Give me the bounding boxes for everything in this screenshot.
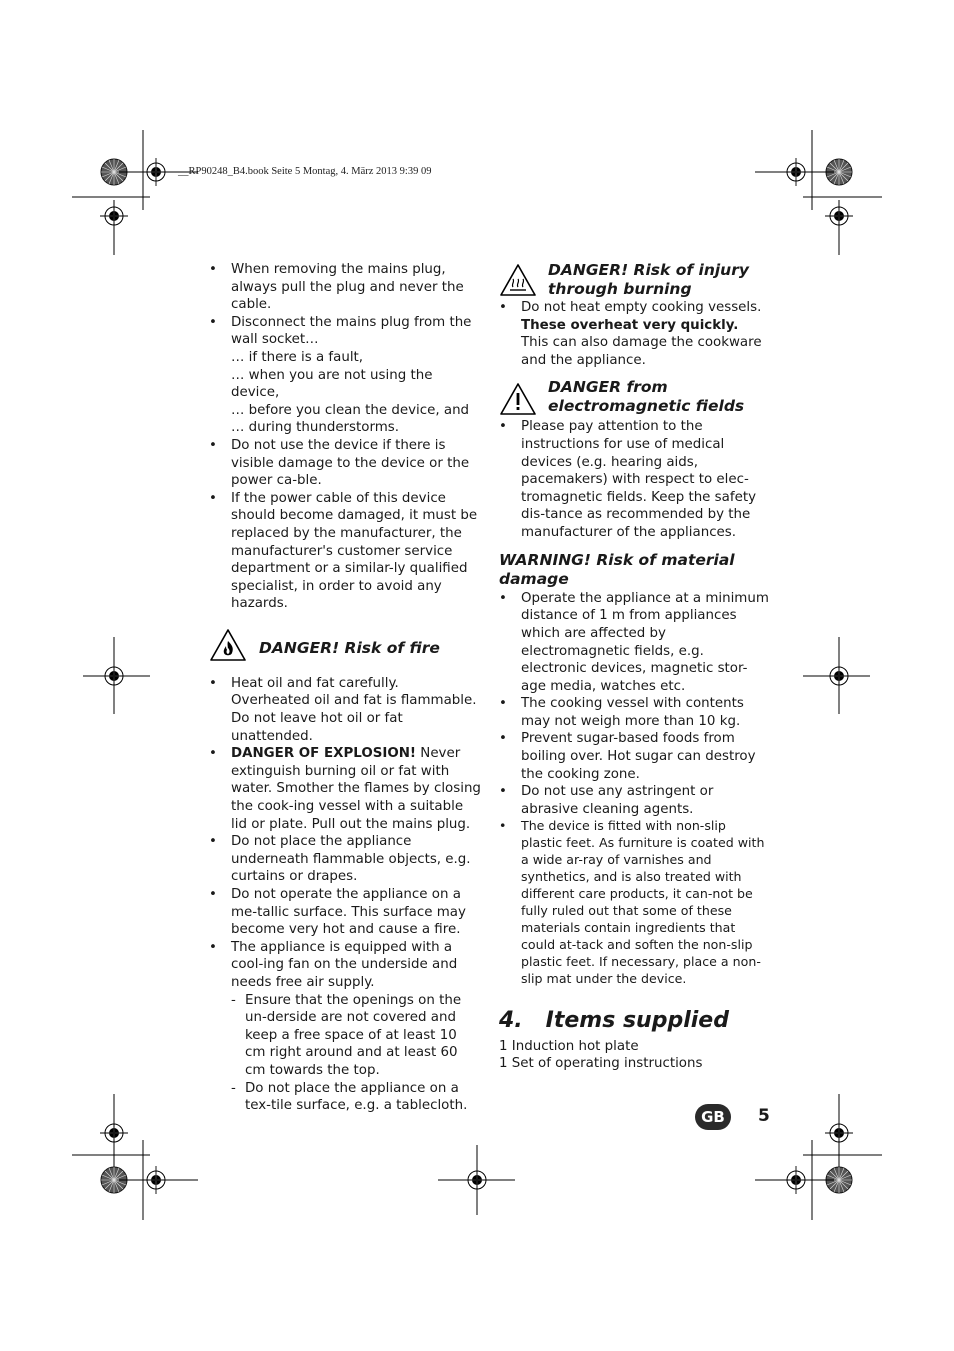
- material-warning-heading: [499, 551, 769, 590]
- dash-item: - Ensure that the openings on the un-derside are not covered and keep a free space of at least 10 cm right around and at least 60 cm towards the top.: [231, 992, 481, 1080]
- material-list: [499, 590, 769, 988]
- list-item: 1 Set of operating instructions: [499, 1056, 703, 1072]
- left-column: [209, 261, 481, 1115]
- items-supplied-heading: 4. Items supplied: [499, 1007, 729, 1033]
- list-item: • Do not use the device if there is visible damage to the device or the power ca-ble.: [209, 437, 481, 490]
- list-item: • The cooking vessel with contents may not weigh more than 10 kg.: [499, 695, 769, 730]
- burn-heading-text: DANGER! Risk of injury through burning: [548, 261, 749, 298]
- list-item-text: Do not heat empty cooking vessels.: [521, 300, 762, 315]
- safety-list: [209, 261, 481, 613]
- burn-warning-heading: [499, 261, 769, 299]
- emf-warning-heading: [499, 378, 769, 418]
- list-item: • Heat oil and fat carefully. Overheated oil and fat is flammable. Do not leave hot oil or fat unattended.: [209, 675, 481, 745]
- hot-surface-warning-icon: [499, 263, 537, 297]
- list-item: • Do not place the appliance underneath flammable objects, e.g. curtains or drapes.: [209, 833, 481, 886]
- fire-list: [209, 675, 481, 1115]
- list-subline: … before you clean the device, and: [231, 402, 470, 418]
- print-file-header: __RP90248_B4.book Seite 5 Montag, 4. März 2013 9:39 09: [178, 166, 432, 177]
- explosion-warning: DANGER OF EXPLOSION!: [231, 746, 417, 762]
- list-item: • If the power cable of this device should become damaged, it must be replaced by the manufacturer, the manufacturer's customer service department or a similar-ly qualified specialist, in order to avoid any hazards.: [209, 490, 481, 613]
- list-item: • Do not use any astringent or abrasive cleaning agents.: [499, 783, 769, 818]
- burn-list: [499, 299, 769, 369]
- list-item-text: This can also damage the cookware and the appliance.: [521, 335, 762, 368]
- list-subline: … during thunderstorms.: [231, 420, 400, 436]
- list-item-text: Disconnect the mains plug from the wall socket…: [231, 314, 472, 348]
- list-item: • Do not operate the appliance on a me-tallic surface. This surface may become very hot and cause a fire.: [209, 886, 481, 939]
- emf-heading-text: DANGER from electromagnetic fields: [548, 378, 745, 416]
- emf-list: [499, 418, 769, 541]
- page-number: 5: [758, 1106, 770, 1126]
- list-item: [209, 745, 481, 833]
- material-heading-text: WARNING! Risk of material damage: [499, 550, 735, 589]
- list-item: [209, 939, 481, 1115]
- list-item-text: The appliance is equipped with a cool-ing fan on the underside and needs free air supply.: [231, 939, 458, 990]
- list-item: • When removing the mains plug, always pull the plug and never the cable.: [209, 261, 481, 314]
- fire-heading-text: DANGER! Risk of fire: [259, 638, 440, 657]
- dash-item: - Do not place the appliance on a tex-tile surface, e.g. a tablecloth.: [231, 1080, 481, 1115]
- fire-warning-heading: [209, 633, 481, 675]
- list-item: 1 Induction hot plate: [499, 1038, 639, 1054]
- language-badge: GB: [695, 1104, 731, 1130]
- list-item: • Please pay attention to the instructions for use of medical devices (e.g. hearing aids, pacemakers) with respect to elec-tromagnetic fields. Keep the safety dis-tance as recommended by the manufacturer of the appliances.: [499, 418, 769, 541]
- fire-warning-icon: [209, 628, 247, 662]
- items-list: [499, 1038, 769, 1073]
- right-column: [499, 261, 769, 1073]
- bold-text: These overheat very quickly.: [521, 317, 739, 333]
- dash-list: [231, 992, 481, 1115]
- list-subline: … if there is a fault,: [231, 349, 364, 365]
- list-item: [499, 299, 769, 369]
- list-item: • Operate the appliance at a minimum distance of 1 m from appliances which are affected by electromagnetic fields, e.g. electronic devices, magnetic stor-age media, watches etc.: [499, 590, 769, 696]
- list-subline: … when you are not using the device,: [231, 367, 433, 401]
- list-item: [209, 314, 481, 437]
- exclamation-warning-icon: [499, 382, 537, 416]
- list-item: • The device is fitted with non-slip plastic feet. As furniture is coated with a wide ar-ray of varnishes and synthetics, and is also treated with different care products, it can-not be fully ruled out that some of these materials contain ingredients that could at-tack and soften the non-slip plastic feet. If necessary, place a non-slip mat under the device.: [499, 818, 769, 987]
- list-item: • Prevent sugar-based foods from boiling over. Hot sugar can destroy the cooking zone.: [499, 730, 769, 783]
- list-item-text: Never extinguish burning oil or fat with water. Smother the flames by closing the cook-ing vessel with a suitable lid or plate. Pull out the mains plug.: [231, 746, 481, 832]
